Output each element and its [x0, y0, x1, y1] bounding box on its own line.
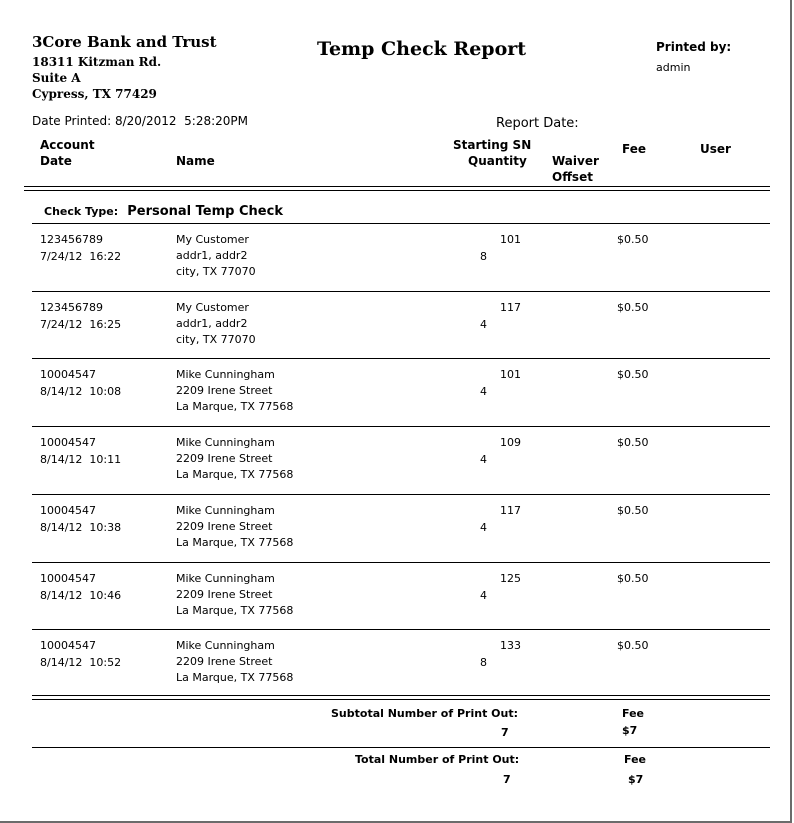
- row-address2: La Marque, TX 77568: [176, 604, 294, 617]
- row-divider: [32, 629, 770, 630]
- header-waiver: Waiver: [552, 154, 599, 168]
- row-quantity: 8: [480, 250, 487, 263]
- group-divider: [32, 223, 770, 224]
- row-account: 10004547: [40, 436, 96, 449]
- rows-end-divider-top: [32, 695, 770, 696]
- total-fee-label: Fee: [624, 753, 646, 766]
- row-fee: $0.50: [617, 301, 649, 314]
- row-quantity: 4: [480, 318, 487, 331]
- subtotal-label: Subtotal Number of Print Out:: [331, 707, 518, 720]
- row-fee: $0.50: [617, 639, 649, 652]
- row-starting-sn: 117: [500, 504, 521, 517]
- bank-name: 3Core Bank and Trust: [32, 33, 217, 51]
- row-starting-sn: 125: [500, 572, 521, 585]
- subtotal-divider: [32, 747, 770, 748]
- row-account: 10004547: [40, 504, 96, 517]
- row-name: Mike Cunningham: [176, 639, 275, 652]
- row-starting-sn: 101: [500, 368, 521, 381]
- subtotal-fee-label: Fee: [622, 707, 644, 720]
- row-date: 8/14/12 10:08: [40, 385, 122, 398]
- row-address1: 2209 Irene Street: [176, 655, 273, 668]
- report-date-label: Report Date:: [496, 116, 579, 131]
- row-address1: addr1, addr2: [176, 249, 248, 262]
- row-date: 7/24/12 16:22: [40, 250, 122, 263]
- row-divider: [32, 291, 770, 292]
- row-address2: La Marque, TX 77568: [176, 671, 294, 684]
- printed-by-label: Printed by:: [656, 40, 732, 54]
- row-date: 8/14/12 10:38: [40, 521, 122, 534]
- header-account: Account: [40, 138, 95, 152]
- row-address2: La Marque, TX 77568: [176, 536, 294, 549]
- row-address1: 2209 Irene Street: [176, 588, 273, 601]
- check-type-label: Check Type:: [44, 205, 119, 218]
- printed-by-value: admin: [656, 61, 691, 74]
- bank-address-line1: 18311 Kitzman Rd.: [32, 55, 162, 69]
- row-starting-sn: 109: [500, 436, 521, 449]
- date-printed: [32, 114, 248, 128]
- row-name: Mike Cunningham: [176, 436, 275, 449]
- row-name: My Customer: [176, 301, 249, 314]
- total-count: 7: [503, 773, 511, 786]
- row-date: 7/24/12 16:25: [40, 318, 122, 331]
- row-date: 8/14/12 10:46: [40, 589, 122, 602]
- header-user: User: [700, 142, 731, 156]
- row-account: 10004547: [40, 368, 96, 381]
- row-quantity: 8: [480, 656, 487, 669]
- row-quantity: 4: [480, 521, 487, 534]
- row-name: Mike Cunningham: [176, 504, 275, 517]
- row-fee: $0.50: [617, 572, 649, 585]
- total-label: Total Number of Print Out:: [355, 753, 520, 766]
- subtotal-fee-value: $7: [622, 724, 638, 737]
- row-fee: $0.50: [617, 368, 649, 381]
- row-starting-sn: 101: [500, 233, 521, 246]
- date-printed-label: Date Printed:: [32, 114, 112, 128]
- row-starting-sn: 133: [500, 639, 521, 652]
- row-address2: La Marque, TX 77568: [176, 400, 294, 413]
- row-account: 10004547: [40, 572, 96, 585]
- header-date: Date: [40, 154, 72, 168]
- row-account: 10004547: [40, 639, 96, 652]
- row-divider: [32, 494, 770, 495]
- bank-address-line3: Cypress, TX 77429: [32, 87, 157, 101]
- report-title: Temp Check Report: [317, 38, 527, 60]
- row-fee: $0.50: [617, 504, 649, 517]
- header-offset: Offset: [552, 170, 593, 184]
- subtotal-count: 7: [501, 726, 509, 739]
- rows-end-divider-bottom: [32, 699, 770, 700]
- row-name: Mike Cunningham: [176, 572, 275, 585]
- header-divider-bottom: [24, 190, 770, 191]
- header-quantity: Quantity: [468, 154, 527, 168]
- bank-address-line2: Suite A: [32, 71, 81, 85]
- row-fee: $0.50: [617, 233, 649, 246]
- total-fee-value: $7: [628, 773, 644, 786]
- row-address2: city, TX 77070: [176, 265, 256, 278]
- row-quantity: 4: [480, 385, 487, 398]
- row-quantity: 4: [480, 589, 487, 602]
- row-quantity: 4: [480, 453, 487, 466]
- row-name: Mike Cunningham: [176, 368, 275, 381]
- row-fee: $0.50: [617, 436, 649, 449]
- row-account: 123456789: [40, 233, 103, 246]
- date-printed-value: 8/20/2012 5:28:20PM: [114, 114, 248, 128]
- row-divider: [32, 562, 770, 563]
- header-starting-sn: Starting SN: [453, 138, 532, 152]
- check-type-group-header: [44, 200, 283, 219]
- header-name: Name: [176, 154, 215, 168]
- row-name: My Customer: [176, 233, 249, 246]
- row-starting-sn: 117: [500, 301, 521, 314]
- check-type-value: Personal Temp Check: [127, 204, 283, 219]
- row-address1: 2209 Irene Street: [176, 520, 273, 533]
- row-date: 8/14/12 10:11: [40, 453, 122, 466]
- header-fee: Fee: [622, 142, 646, 156]
- row-address1: 2209 Irene Street: [176, 384, 273, 397]
- row-address2: La Marque, TX 77568: [176, 468, 294, 481]
- row-account: 123456789: [40, 301, 103, 314]
- row-address2: city, TX 77070: [176, 333, 256, 346]
- row-address1: 2209 Irene Street: [176, 452, 273, 465]
- row-address1: addr1, addr2: [176, 317, 248, 330]
- row-date: 8/14/12 10:52: [40, 656, 122, 669]
- row-divider: [32, 358, 770, 359]
- header-divider-top: [24, 186, 770, 187]
- row-divider: [32, 426, 770, 427]
